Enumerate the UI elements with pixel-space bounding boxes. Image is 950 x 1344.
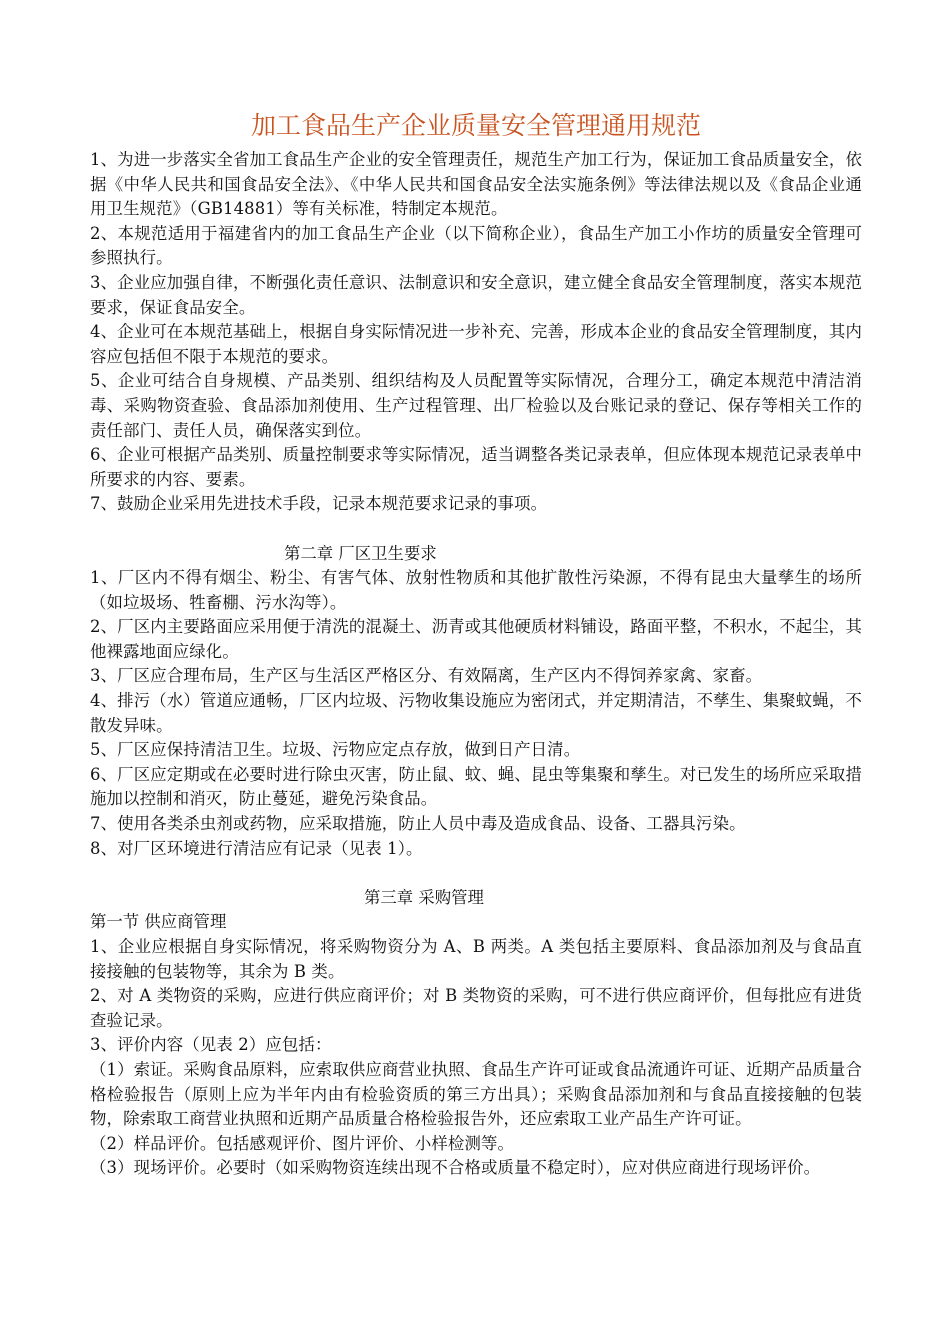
document-page (90, 108, 862, 1181)
intro-paragraph: 3、企业应加强自律，不断强化责任意识、法制意识和安全意识，建立健全食品安全管理制度，落实本规范要求，保证食品安全。 (90, 272, 862, 317)
spacer (90, 517, 862, 542)
chapter-3-paragraph: 1、企业应根据自身实际情况，将采购物资分为 A、B 两类。A 类包括主要原料、食品添加剂及与食品直接接触的包装物等，其余为 B 类。 (90, 937, 862, 981)
intro-paragraph: 4、企业可在本规范基础上，根据自身实际情况进一步补充、完善，形成本企业的食品安全管理制度，其内容应包括但不限于本规范的要求。 (90, 322, 862, 366)
chapter-3-paragraph: （1）索证。采购食品原料，应索取供应商营业执照、食品生产许可证或食品流通许可证、近期产品质量合格检验报告（原则上应为半年内由有检验资质的第三方出具）；采购食品添加剂和与食品直接接触的包装物，除索取工商营业执照和近期产品质量合格检验报告外，还应索取工业产品生产许可证。 (90, 1059, 862, 1129)
chapter-3-paragraph: 2、对 A 类物资的采购，应进行供应商评价；对 B 类物资的采购，可不进行供应商评价，但每批应有进货查验记录。 (90, 986, 862, 1030)
spacer (90, 861, 862, 886)
intro-paragraph: 1、为进一步落实全省加工食品生产企业的安全管理责任，规范生产加工行为，保证加工食品质量安全，依据《中华人民共和国食品安全法》、《中华人民共和国食品安全法实施条例》等法律法规以及《食品企业通用卫生规范》（GB14881）等有关标准，特制定本规范。 (90, 150, 862, 219)
chapter-2-paragraph: 1、厂区内不得有烟尘、粉尘、有害气体、放射性物质和其他扩散性污染源，不得有昆虫大量孳生的场所（如垃圾场、牲畜棚、污水沟等）。 (90, 568, 862, 612)
chapter-3-paragraph: （3）现场评价。必要时（如采购物资连续出现不合格或质量不稳定时），应对供应商进行现场评价。 (90, 1158, 821, 1178)
chapter-2-paragraph: 3、厂区应合理布局，生产区与生活区严格区分、有效隔离，生产区内不得饲养家禽、家畜。 (90, 666, 763, 686)
intro-paragraph: 2、本规范适用于福建省内的加工食品生产企业（以下简称企业），食品生产加工小作坊的质量安全管理可参照执行。 (90, 223, 862, 268)
document-title: 加工食品生产企业质量安全管理通用规范 (250, 111, 701, 140)
intro-paragraph: 7、鼓励企业采用先进技术手段，记录本规范要求记录的事项。 (90, 494, 548, 514)
chapter-3-paragraph: 3、评价内容（见表 2）应包括： (90, 1035, 332, 1055)
intro-paragraph: 5、企业可结合自身规模、产品类别、组织结构及人员配置等实际情况，合理分工，确定本规范中清洁消毒、采购物资查验、食品添加剂使用、生产过程管理、出厂检验以及台账记录的登记、保存等相关工作的责任部门、责任人员，确保落实到位。 (90, 371, 862, 440)
chapter-2-paragraph: 7、使用各类杀虫剂或药物，应采取措施，防止人员中毒及造成食品、设备、工器具污染。 (90, 814, 746, 834)
chapter-2-heading: 第二章 厂区卫生要求 (284, 543, 437, 563)
section-heading: 第一节 供应商管理 (90, 912, 227, 932)
chapter-2-paragraph: 2、厂区内主要路面应采用便于清洗的混凝土、沥青或其他硬质材料铺设，路面平整，不积水，不起尘，其他裸露地面应绿化。 (90, 617, 862, 661)
chapter-2-paragraph: 6、厂区应定期或在必要时进行除虫灭害，防止鼠、蚊、蝇、昆虫等集聚和孳生。对已发生的场所应采取措施加以控制和消灭，防止蔓延，避免污染食品。 (90, 764, 862, 809)
chapter-2-paragraph: 8、对厂区环境进行清洁应有记录（见表 1）。 (90, 838, 423, 858)
intro-paragraph: 6、企业可根据产品类别、质量控制要求等实际情况，适当调整各类记录表单，但应体现本规范记录表单中所要求的内容、要素。 (90, 445, 862, 489)
chapter-2-paragraph: 4、排污（水）管道应通畅，厂区内垃圾、污物收集设施应为密闭式，并定期清洁，不孳生、集聚蚊蝇，不散发异味。 (90, 691, 862, 735)
chapter-3-heading: 第三章 采购管理 (364, 887, 484, 907)
chapter-2-paragraph: 5、厂区应保持清洁卫生。垃圾、污物应定点存放，做到日产日清。 (90, 740, 581, 760)
chapter-3-paragraph: （2）样品评价。包括感观评价、图片评价、小样检测等。 (90, 1133, 515, 1153)
